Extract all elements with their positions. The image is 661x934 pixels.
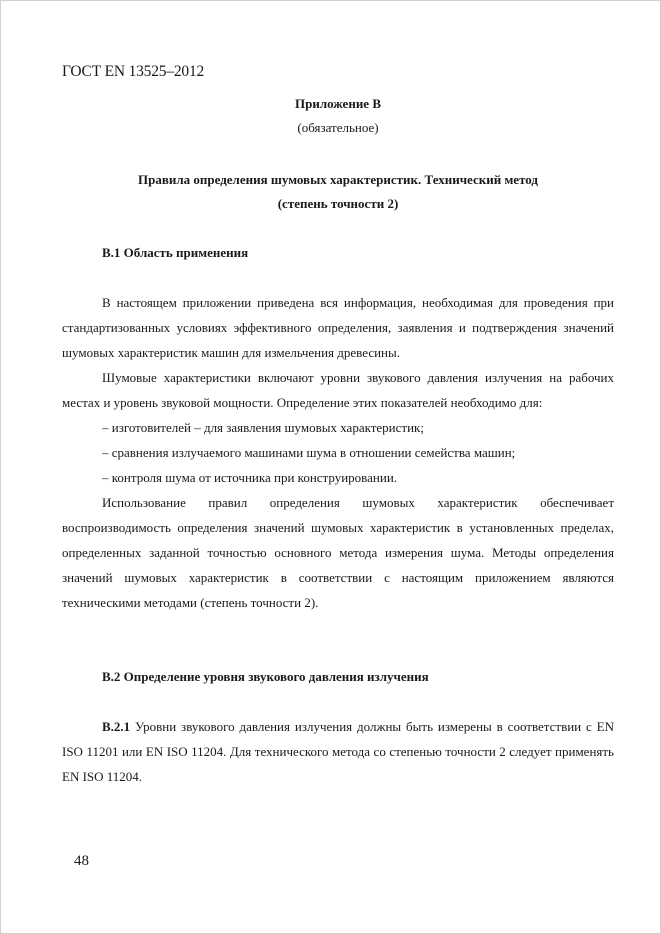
annex-heading-line1: Правила определения шумовых характеристик. Технический метод: [138, 172, 538, 187]
section2-heading: В.2 Определение уровня звукового давления излучения: [102, 669, 429, 684]
section1-paragraph1: В настоящем приложении приведена вся информация, необходимая для проведения при стандартизованных условиях эффективного определения, заявления и подтверждения значений шумовых характеристик машин для измельчения древесины.: [62, 295, 614, 360]
annex-title: Приложение В: [295, 96, 381, 111]
clause-2-1: [62, 714, 614, 789]
section1-body: [62, 290, 614, 615]
section2-body: [62, 714, 614, 789]
page-number: 48: [74, 853, 89, 869]
clause-number: В.2.1: [102, 719, 131, 734]
clause-text: Уровни звукового давления излучения должны быть измерены в соответствии с EN ISO 11201 или EN ISO 11204. Для технического метода со степенью точности 2 следует применять EN ISO 11204.: [62, 719, 614, 784]
section1-paragraph2: Шумовые характеристики включают уровни звукового давления излучения на рабочих местах и уровень звуковой мощности. Определение этих показателей необходимо для:: [62, 370, 614, 410]
list-item: – контроля шума от источника при конструировании.: [102, 470, 398, 485]
section1-heading: В.1 Область применения: [102, 245, 249, 260]
section1-paragraph3: Использование правил определения шумовых характеристик обеспечивает воспроизводимость определения значений шумовых характеристик в установленных пределах, определенных заданной точностью основного метода измерения шума. Методы определения значений шумовых характеристик в соответствии с настоящим приложением являются техническими методами (степень точности 2).: [62, 495, 614, 610]
annex-heading-line2: (степень точности 2): [277, 196, 399, 211]
annex-status: (обязательное): [297, 120, 379, 135]
list-item: – сравнения излучаемого машинами шума в отношении семейства машин;: [102, 445, 516, 460]
list-item: – изготовителей – для заявления шумовых характеристик;: [102, 420, 424, 435]
standard-code: ГОСТ EN 13525–2012: [62, 63, 205, 80]
